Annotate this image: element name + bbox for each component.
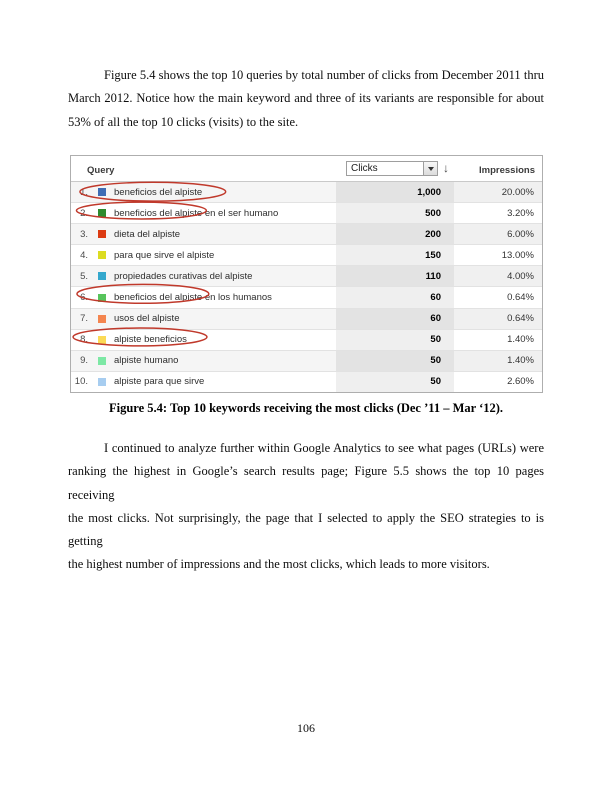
paragraph-analysis: [68, 437, 544, 577]
clicks-value: 50: [336, 351, 454, 371]
clicks-value: 110: [336, 266, 454, 286]
series-color-swatch: [98, 294, 106, 302]
clicks-value: 150: [336, 245, 454, 265]
text-line: I continued to analyze further within Google Analytics to see what pages (URLs) were: [104, 441, 544, 455]
clicks-value: 500: [336, 203, 454, 223]
query-text: dieta del alpiste: [114, 228, 181, 240]
query-text: propiedades curativas del alpiste: [114, 270, 253, 282]
row-rank: 4.: [80, 249, 88, 261]
table-row: [71, 371, 542, 392]
impressions-value: 3.20%: [507, 207, 534, 219]
clicks-value: 50: [336, 372, 454, 392]
impressions-value: 0.64%: [454, 309, 542, 329]
table-row: [71, 202, 542, 223]
table-row: [71, 182, 542, 202]
table-row: [71, 329, 542, 350]
series-color-swatch: [98, 272, 106, 280]
paragraph-intro: [68, 64, 544, 134]
table-row: [71, 350, 542, 371]
query-text: para que sirve el alpiste: [114, 249, 215, 261]
page-number: 106: [297, 721, 315, 735]
chevron-down-icon[interactable]: [423, 162, 437, 175]
row-rank: 8.: [80, 334, 88, 346]
row-rank: 10.: [74, 376, 88, 388]
query-text: usos del alpiste: [114, 313, 180, 325]
table-row: [71, 223, 542, 244]
text-line: Figure 5.4 shows the top 10 queries by total number of clicks from December 2011 thru: [104, 68, 544, 82]
sort-descending-icon[interactable]: ↓: [443, 161, 449, 175]
row-rank: 6.: [80, 292, 88, 304]
text-line: the highest number of impressions and the most clicks, which leads to more visitors.: [68, 557, 490, 572]
analytics-keywords-table: [70, 155, 543, 393]
clicks-value: 60: [336, 309, 454, 329]
impressions-value: 0.64%: [507, 292, 534, 304]
text-line: ranking the highest in Google’s search results page; Figure 5.5 shows the top 10 pages receiving: [68, 464, 544, 502]
clicks-value: 200: [336, 224, 454, 244]
column-header-query: Query: [87, 165, 115, 176]
query-text: alpiste para que sirve: [114, 376, 205, 388]
series-color-swatch: [98, 188, 106, 196]
query-text: alpiste humano: [114, 355, 179, 367]
series-color-swatch: [98, 251, 106, 259]
row-rank: 5.: [80, 270, 88, 282]
table-row: [71, 308, 542, 329]
table-row: [71, 286, 542, 307]
table-row: [71, 265, 542, 286]
clicks-value: 50: [336, 330, 454, 350]
text-line: March 2012. Notice how the main keyword and three of its variants are responsible for about: [68, 91, 544, 106]
metric-dropdown-value: Clicks: [351, 163, 378, 174]
series-color-swatch: [98, 336, 106, 344]
figure-caption: Figure 5.4: Top 10 keywords receiving the most clicks (Dec ’11 – Mar ‘12).: [108, 401, 504, 415]
query-text: beneficios del alpiste: [114, 186, 203, 198]
series-color-swatch: [98, 357, 106, 365]
clicks-value: 60: [336, 287, 454, 307]
impressions-value: 4.00%: [454, 266, 542, 286]
impressions-value: 6.00%: [454, 224, 542, 244]
series-color-swatch: [98, 378, 106, 386]
impressions-value: 1.40%: [454, 351, 542, 371]
impressions-value: 13.00%: [501, 249, 534, 261]
impressions-value: 2.60%: [507, 376, 534, 388]
clicks-value: 1,000: [336, 182, 454, 202]
text-line: the most clicks. Not surprisingly, the page that I selected to apply the SEO strategies to is getting: [68, 510, 544, 548]
series-color-swatch: [98, 315, 106, 323]
row-rank: 2.: [80, 207, 88, 219]
column-header-impressions: Impressions: [479, 165, 535, 176]
row-rank: 7.: [80, 313, 88, 325]
query-text: beneficios del alpiste en los humanos: [114, 292, 272, 304]
table-body: [71, 182, 542, 392]
metric-dropdown[interactable]: [346, 161, 438, 176]
impressions-value: 20.00%: [454, 182, 542, 202]
impressions-value: 1.40%: [507, 334, 534, 346]
row-rank: 3.: [80, 228, 88, 240]
table-row: [71, 244, 542, 265]
row-rank: 1.: [80, 186, 88, 198]
query-text: beneficios del alpiste en el ser humano: [114, 207, 279, 219]
series-color-swatch: [98, 230, 106, 238]
text-line: 53% of all the top 10 clicks (visits) to the site.: [68, 114, 299, 129]
table-header-row: [71, 156, 542, 182]
query-text: alpiste beneficios: [114, 334, 187, 346]
series-color-swatch: [98, 209, 106, 217]
row-rank: 9.: [80, 355, 88, 367]
